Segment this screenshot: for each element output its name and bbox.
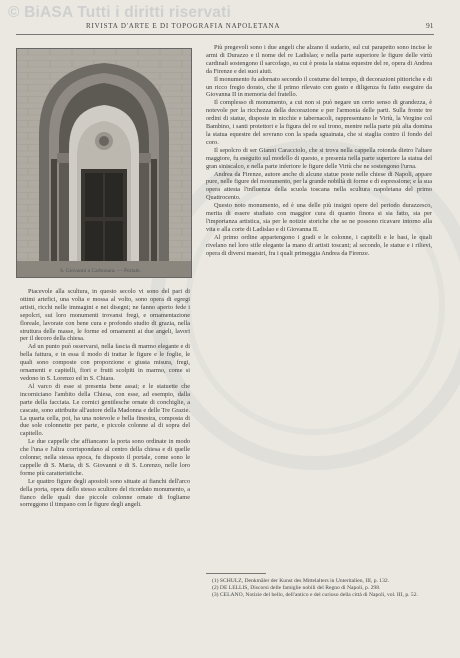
footnotes [206,578,432,599]
paragraph: Il complesso di monumento, a cui non si può negare un certo senso di grandezza, è notevole per la ricchezza della decorazione e per l'armonia delle parti. Sulla fronte tre ordini di statue, disposte in nicchie e tabernacoli, rappresentano le Virtù, la Vergine col Bambino, i santi protettori e la figura del re sul trono, mentre nella parte più alta domina la statua equestre del sovrano con la spada sguainata, che si staglia contro il fondo del coro. [206,99,432,146]
left-column-text [20,288,190,509]
footnote-rule [206,573,266,574]
footnote: (2) DE LELLIS, Discorsi delle famiglie nobili del Regno di Napoli, p. 298. [212,585,381,591]
paragraph: Al varco di esse si presenta bene assai; e le statuette che incorniciano l'ambito della Chiesa, con esse, ad esempio, dalla parte della facciata. Le cornici gentilesche ornate di conchiglie, a cascate, sono attribuite all'autore della Madonna e delle Tre Grazie. La quarta cella, poi, ha una notevole e bella finestra, composta di due sole colonnette per parte, e piccole colonne al di sopra del capitello. [20,382,190,438]
paragraph: Andrea da Firenze, autore anche di alcune statue poste nelle chiese di Napoli, appare pure, nelle figure del monumento, per la grande nobiltà di forme e di espressione; e la sua opera attesta l'influenza della scuola toscana nella scultura napoletana del primo Quattrocento. [206,170,432,202]
portal-photograph [16,48,192,278]
paragraph: Le due cappelle che affiancano la porta sono ordinate in modo che l'una e l'altra corrispondano al centro della chiesa e di quelle colonne; nella stessa epoca, fu disposto il portale, come sono le cappelle di S. Maria, di S. Giovanni e di S. Lorenzo, nelle loro forme più caratteristiche. [20,438,190,477]
paragraph: Piacevole alla scultura, in questo secolo vi sono del pari di ottimi artefici, una volta e mossa al volto, sono opera di egregi artisti, ricchi nelle immagini e nei disegni; ne fanno aperto fede i sepolcri, sui loro monumenti trovansi fregi, e ornamentazione floreale, lavorate con bene cura e profondo studio di grazia, nella struttura delle masse, le forme ed ornamenti ai due angeli, lavori per il decoro della chiesa. [20,288,190,343]
figure-caption: S. Giovanni a Carbonara. — Portale. [60,268,141,274]
page-number: 91 [426,21,434,30]
footnote: (3) CELANO, Notizie del bello, dell'antico e del curioso della città di Napoli, vol. III, p. 52. [212,592,418,598]
right-column-text [206,44,432,257]
portal-illustration [17,49,191,277]
paragraph: Più pregevoli sono i due angeli che alzano il sudario, sul cui parapetto sono incise le armi di Durazzo e il nome del re Ladislao; e nella parte superiore le figure delle virtù cardinali sostengono il sarcofago, su cui è posta la statua equestre del re, opera di Andrea da Firenze e dei suoi aiuti. [206,44,432,75]
paragraph: Le quattro figure degli apostoli sono situate ai fianchi dell'arco della porta, opera dello stesso scultore del ricordato monumento, a fianco delle quali due piccole colonne ornate di fogliame sorreggono il timpano con le figure degli angeli. [20,477,190,509]
paragraph: Questo noto monumento, ed è una delle più insigni opere del periodo durazzesco, merita di essere studiato con maggior cura di quanto finora si sia fatto, sia per l'importanza artistica, sia per le notizie storiche che se ne possono ricavare intorno alla vita e alla corte di Ladislao e di Giovanna II. [206,202,432,233]
footnote: (1) SCHULZ, Denkmäler der Kunst des Mittelalters in Unteritalien, III, p. 132. [212,578,390,584]
paragraph: Al primo ordine appartengono i gradi e le colonne, i capitelli e le basi, le quali rivelano nel loro stile elegante la mano di artisti toscani; al secondo, le statue e i rilievi, opera di diversi maestri, fra i quali primeggia Andrea da Firenze. [206,233,432,257]
paragraph: Il monumento fu adornato secondo il costume del tempo, di decorazioni pittoriche e di un ricco fregio dorato, che il primo rilevato con gusto e diligenza fu fatto eseguire da Giovanna II in memoria del fratello. [206,75,432,99]
watermark-text: © BiASA Tutti i diritti riservati [8,4,231,21]
paragraph: Il sepolcro di ser Gianni Caracciolo, che si trova nella cappella rotonda dietro l'altare maggiore, fu eseguito sul modello di questo, e presenta nella parte superiore la statua del gran siniscalco, e nella parte inferiore le figure delle Virtù che ne sostengono l'urna. [206,146,432,170]
header-rule [16,34,434,35]
paragraph: Ad un punto può osservarsi, nella fascia di marmo elegante e di bella fattura, e in essa il modo di trattar le figure e le foglie, le quali sono composte con proporzione e giusta misura, fregi, ornamenti e capitelli, fiori e frutti scolpiti in marmo, come si vedono in S. Lorenzo ed in S. Chiara. [20,343,190,382]
running-header: RIVISTA D'ARTE E DI TOPOGRAFIA NAPOLETANA [86,22,281,30]
